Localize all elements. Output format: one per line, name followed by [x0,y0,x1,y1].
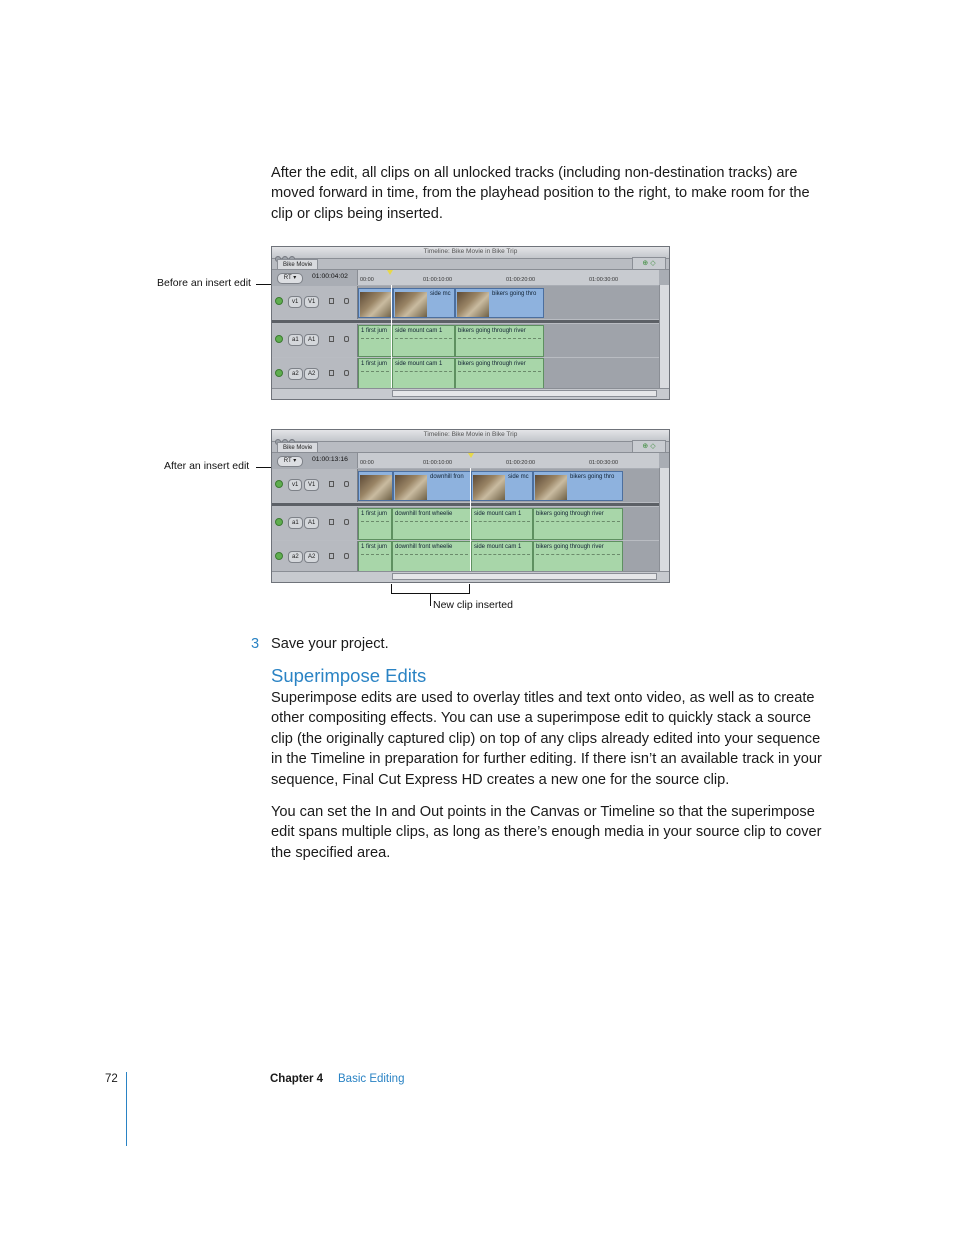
video-clip[interactable] [358,288,393,318]
source-patch-v1[interactable]: v1 [288,296,302,308]
sequence-tab[interactable]: Bike Movie [277,442,318,453]
horizontal-scrollbar[interactable] [392,573,657,580]
source-patch-v1[interactable]: v1 [288,479,302,491]
playhead-icon[interactable] [387,270,393,275]
section-heading: Superimpose Edits [271,665,427,686]
intro-paragraph: After the edit, all clips on all unlocked tracks (including non-destination tracks) are moved forward in time, from the playhead position to the right, to make room for the clip or clips being inserted. [271,165,810,222]
chapter-label: Chapter 4 [270,1073,324,1085]
source-patch-a1[interactable]: a1 [288,517,303,529]
lock-icon[interactable] [329,336,334,342]
track-divider[interactable] [272,320,669,323]
chapter-title: Basic Editing [338,1073,405,1085]
track-a1 [272,324,669,357]
paragraph: Superimpose edits are used to overlay titles and text onto video, as well as to create other compositing effects. You can use a superimpose edit to quickly stack a source clip (the originally captured clip) on top of any clips already edited into your sequence in the Timeline in preparation for further editing. If there isn’t an available track in your sequence, Final Cut Express HD creates a new one for the source clip. [271,690,822,788]
ruler-tick: 00:00 [360,460,374,466]
step-text: Save your project. [271,636,389,652]
callout-line [256,467,271,468]
title-bar [272,247,669,259]
dest-patch-a2[interactable]: A2 [304,551,319,563]
audio-clip[interactable]: side mount cam 1 [392,325,455,357]
audio-clip-new[interactable]: downhill front wheelie [392,508,471,540]
audio-enable-icon[interactable] [275,335,283,343]
window-title: Timeline: Bike Movie in Bike Trip [423,248,518,255]
track-visibility-icon[interactable] [275,297,283,305]
title-bar [272,430,669,442]
timeline-window-after [271,429,670,583]
rt-button[interactable]: RT ▾ [277,456,303,467]
source-patch-a2[interactable]: a2 [288,368,303,380]
link-icon[interactable] [344,519,349,525]
audio-clip[interactable]: 1 first jum [358,325,392,357]
footer-rule [126,1072,127,1146]
audio-clip[interactable]: 1 first jum [358,358,392,390]
bracket-right [469,584,470,593]
step-number: 3 [251,636,260,652]
lock-icon[interactable] [329,519,334,525]
dest-patch-v1[interactable]: V1 [304,296,319,308]
callout-after-insert: After an insert edit [164,460,250,472]
timecode-field[interactable]: 01:00:13:16 [312,456,348,463]
timecode-field[interactable]: 01:00:04:02 [312,273,348,280]
timeline-window-before [271,246,670,400]
rt-button[interactable]: RT ▾ [277,273,303,284]
vertical-scrollbar[interactable] [659,285,669,389]
time-ruler[interactable] [357,453,659,468]
dest-patch-a2[interactable]: A2 [304,368,319,380]
lock-icon[interactable] [329,370,334,376]
callout-before-insert: Before an insert edit [157,277,251,289]
ruler-tick: 01:00:10:00 [423,277,453,283]
track-a2 [272,358,669,391]
playhead-line [391,285,392,391]
source-patch-a2[interactable]: a2 [288,551,303,563]
audio-clip[interactable]: side mount cam 1 [392,358,455,390]
audio-clip[interactable]: bikers going through river [533,541,623,573]
playhead-icon[interactable] [468,453,474,458]
page-number: 72 [105,1073,118,1085]
paragraph: You can set the In and Out points in the Canvas or Timeline so that the superimpose edit spans multiple clips, as long as there’s enough media in your source clip to cover the specified area. [271,804,822,861]
video-clip[interactable]: side mc [471,471,533,501]
timeline-header [272,452,669,469]
ruler-tick: 00:00 [360,277,374,283]
ruler-tick: 01:00:30:00 [589,277,619,283]
audio-clip[interactable]: 1 first jum [358,508,392,540]
bracket-left [391,584,392,593]
ruler-tick: 01:00:10:00 [423,460,453,466]
lock-icon[interactable] [329,481,334,487]
time-ruler[interactable] [357,270,659,285]
ruler-tick: 01:00:20:00 [506,460,536,466]
bracket-pointer [430,593,431,606]
link-icon[interactable] [344,370,349,376]
track-visibility-icon[interactable] [275,480,283,488]
audio-clip-new[interactable]: downhill front wheelie [392,541,471,573]
audio-enable-icon[interactable] [275,518,283,526]
source-patch-a1[interactable]: a1 [288,334,303,346]
video-clip[interactable]: bikers going thro [455,288,544,318]
video-clip[interactable]: side mc [393,288,455,318]
link-icon[interactable] [344,298,349,304]
dest-patch-v1[interactable]: V1 [304,479,319,491]
audio-clip[interactable]: bikers going through river [455,358,544,390]
horizontal-scrollbar[interactable] [392,390,657,397]
video-clip[interactable]: bikers going thro [533,471,623,501]
lock-icon[interactable] [329,298,334,304]
video-clip-new[interactable]: downhill fron [393,471,471,501]
audio-clip[interactable]: bikers going through river [533,508,623,540]
audio-enable-icon[interactable] [275,552,283,560]
callout-new-clip: New clip inserted [433,599,513,611]
audio-clip[interactable]: side mount cam 1 [471,541,533,573]
lock-icon[interactable] [329,553,334,559]
audio-enable-icon[interactable] [275,369,283,377]
ruler-tick: 01:00:20:00 [506,277,536,283]
sequence-tab[interactable]: Bike Movie [277,259,318,270]
video-clip[interactable] [358,471,393,501]
track-v1 [272,286,669,319]
window-title: Timeline: Bike Movie in Bike Trip [423,431,518,438]
snapping-icon[interactable]: ⊕ ◇ [632,257,666,270]
timeline-bottom-bar [272,388,669,399]
vertical-scrollbar[interactable] [659,468,669,572]
link-icon[interactable] [344,553,349,559]
link-icon[interactable] [344,336,349,342]
snapping-icon[interactable]: ⊕ ◇ [632,440,666,453]
dest-patch-a1[interactable]: A1 [304,334,319,346]
audio-clip[interactable]: bikers going through river [455,325,544,357]
callout-line [256,284,271,285]
playhead-line [470,468,471,574]
ruler-tick: 01:00:30:00 [589,460,619,466]
audio-clip[interactable]: 1 first jum [358,541,392,573]
timeline-bottom-bar [272,571,669,582]
audio-clip[interactable]: side mount cam 1 [471,508,533,540]
timeline-header [272,269,669,286]
link-icon[interactable] [344,481,349,487]
dest-patch-a1[interactable]: A1 [304,517,319,529]
